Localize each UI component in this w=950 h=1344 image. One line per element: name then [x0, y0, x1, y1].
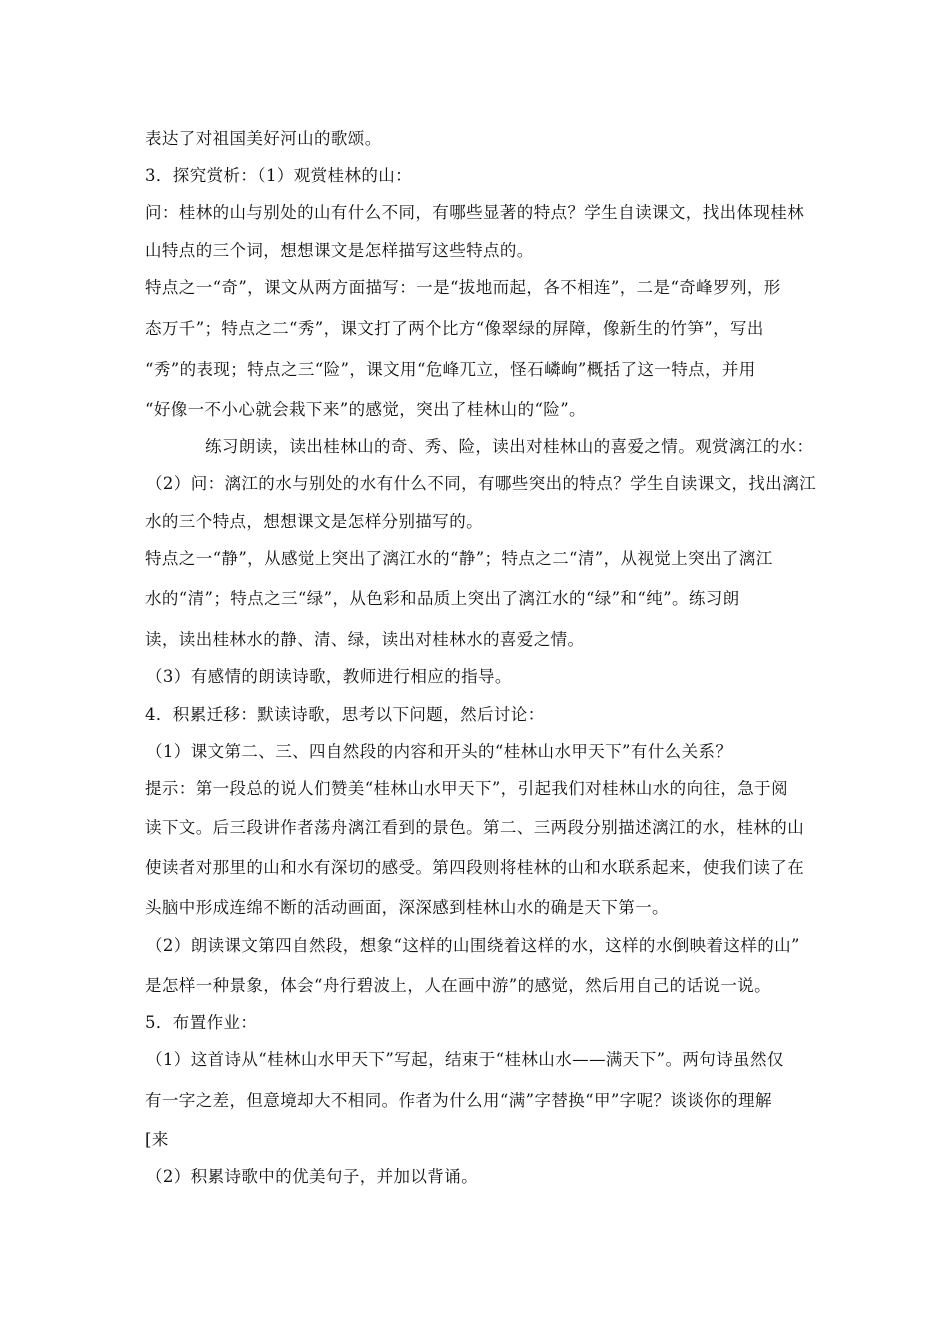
text-line: 表达了对祖国美好河山的歌颂。 — [145, 129, 382, 148]
text-line: （1）这首诗从“桂林山水甲天下”写起，结束于“桂林山水——满天下”。两句诗虽然仅 — [146, 1050, 784, 1069]
text-line: 头脑中形成连绵不断的活动画面，深深感到桂林山水的确是天下第一。 — [145, 898, 669, 917]
text-line: 练习朗读，读出桂林山的奇、秀、险，读出对桂林山的喜爱之情。观赏漓江的水： — [205, 437, 814, 456]
text-line: （3）有感情的朗读诗歌，教师进行相应的指导。 — [146, 667, 512, 686]
text-line: 提示：第一段总的说人们赞美“桂林山水甲天下”，引起我们对桂林山水的向往，急于阅 — [145, 779, 788, 798]
text-line: 读下文。后三段讲作者荡舟漓江看到的景色。第二、三两段分别描述漓江的水，桂林的山 — [145, 818, 805, 837]
text-line: 水的三个特点，想想课文是怎样分别描写的。 — [145, 512, 483, 531]
text-line: 态万千”；特点之二“秀”，课文打了两个比方“像翠绿的屏障，像新生的竹笋”，写出 — [145, 319, 764, 338]
section-heading-explore: 3．探究赏析：（1）观赏桂林的山： — [145, 166, 413, 185]
text-line: （1）课文第二、三、四自然段的内容和开头的“桂林山水甲天下”有什么关系？ — [146, 742, 733, 761]
text-line: 是怎样一种景象，体会“舟行碧波上，人在画中游”的感觉，然后用自己的话说一说。 — [145, 976, 772, 995]
text-line: （2）积累诗歌中的优美句子，并加以背诵。 — [146, 1167, 478, 1186]
text-line: 特点之一“静”，从感觉上突出了漓江水的“静”；特点之二“清”，从视觉上突出了漓江 — [145, 549, 773, 568]
text-line: （2）朗读课文第四自然段，想象“这样的山围绕着这样的水，这样的水倒映着这样的山” — [146, 936, 800, 955]
text-line: 问：桂林的山与别处的山有什么不同，有哪些显著的特点？学生自读课文，找出体现桂林 — [145, 203, 805, 222]
text-line: “好像一不小心就会栽下来”的感觉，突出了桂林山的“险”。 — [145, 400, 586, 419]
text-line: “秀”的表现；特点之三“险”，课文用“危峰兀立，怪石嶙峋”概括了这一特点，并用 — [145, 360, 756, 379]
text-line: 水的“清”；特点之三“绿”，从色彩和品质上突出了漓江水的“绿”和“纯”。练习朗 — [145, 589, 740, 608]
text-line: （2）问：漓江的水与别处的水有什么不同，有哪些突出的特点？学生自读课文，找出漓江 — [146, 474, 816, 493]
text-line: [来 — [145, 1130, 169, 1149]
section-heading-accumulate: 4．积累迁移：默读诗歌，思考以下问题，然后讨论： — [145, 705, 545, 724]
text-line: 读，读出桂林水的静、清、绿，读出对桂林水的喜爱之情。 — [145, 630, 585, 649]
text-line: 特点之一“奇”，课文从两方面描写：一是“拔地而起，各不相连”，二是“奇峰罗列，形 — [145, 278, 781, 297]
text-line: 使读者对那里的山和水有深切的感受。第四段则将桂林的山和水联系起来，使我们读了在 — [145, 858, 805, 877]
section-heading-homework: 5．布置作业： — [145, 1013, 258, 1032]
text-line: 山特点的三个词，想想课文是怎样描写这些特点的。 — [145, 241, 534, 260]
text-line: 有一字之差，但意境却大不相同。作者为什么用“满”字替换“甲”字呢？谈谈你的理解 — [145, 1091, 772, 1110]
